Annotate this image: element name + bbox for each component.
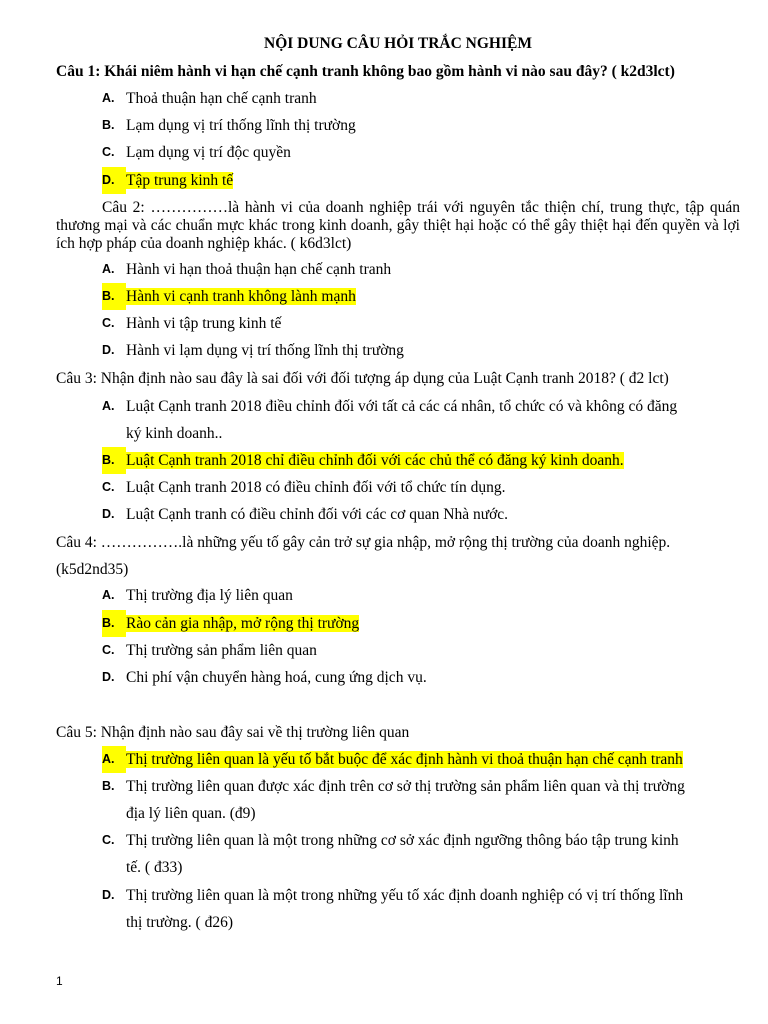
highlighted-answer: Luật Cạnh tranh 2018 chỉ điều chỉnh đối với các chủ thể có đăng ký kinh doanh. <box>126 452 624 469</box>
q3-option-c: C. Luật Cạnh tranh 2018 có điều chỉnh đối với tổ chức tín dụng. <box>102 479 506 496</box>
q4-option-b-answer: B. Rào cản gia nhập, mở rộng thị trường <box>102 610 742 637</box>
q2-option-b-answer: B. Hành vi cạnh tranh không lành mạnh <box>102 283 742 310</box>
q5-option-b: B. Thị trường liên quan được xác định trên cơ sở thị trường sản phẩm liên quan và thị trường địa lý liên quan. (đ9) <box>102 778 685 822</box>
highlighted-answer: Hành vi cạnh tranh không lành mạnh <box>126 288 356 305</box>
q3-option-a: A. Luật Cạnh tranh 2018 điều chỉnh đối với tất cả các cá nhân, tổ chức có và không có đăng ký kinh doanh.. <box>102 398 678 442</box>
q3-option-d: D. Luật Cạnh tranh có điều chỉnh đối với các cơ quan Nhà nước. <box>102 506 509 523</box>
q1-option-c: C. Lạm dụng vị trí độc quyền <box>102 144 291 161</box>
question-4-code: (k5d2nd35) <box>56 561 129 578</box>
question-3: Câu 3: Nhận định nào sau đây là sai đối với đối tượng áp dụng của Luật Cạnh tranh 2018? ( đ2 lct) <box>56 370 669 387</box>
document-title: NỘI DUNG CÂU HỎI TRẮC NGHIỆM <box>264 35 532 52</box>
q2-option-c: C. Hành vi tập trung kinh tế <box>102 315 282 332</box>
q1-option-a: A. Thoả thuận hạn chế cạnh tranh <box>102 90 317 107</box>
q4-option-c: C. Thị trường sản phẩm liên quan <box>102 642 317 659</box>
question-1: Câu 1: Khái niêm hành vi hạn chế cạnh tranh không bao gồm hành vi nào sau đây? ( k2d3lct) <box>56 63 675 80</box>
q1-option-d-answer: D. Tập trung kinh tế <box>102 167 742 194</box>
q3-option-b-answer: B. Luật Cạnh tranh 2018 chỉ điều chỉnh đối với các chủ thể có đăng ký kinh doanh. <box>102 447 742 474</box>
q2-option-d: D. Hành vi lạm dụng vị trí thống lĩnh thị trường <box>102 342 404 359</box>
highlighted-answer: Thị trường liên quan là yếu tố bắt buộc để xác định hành vi thoả thuận hạn chế cạnh tranh <box>126 751 683 768</box>
page-number: 1 <box>56 974 63 988</box>
highlighted-answer: Tập trung kinh tế <box>126 172 234 189</box>
q5-option-d: D. Thị trường liên quan là một trong những yếu tố xác định doanh nghiệp có vị trí thống lĩnh thị trường. ( đ26) <box>102 887 684 931</box>
q4-option-d: D. Chi phí vận chuyển hàng hoá, cung ứng dịch vụ. <box>102 669 427 686</box>
question-4: Câu 4: …………….là những yếu tố gây cản trở sự gia nhập, mở rộng thị trường của doanh nghiệp. <box>56 534 671 551</box>
q5-option-a-answer: A. Thị trường liên quan là yếu tố bắt buộc để xác định hành vi thoả thuận hạn chế cạnh tranh <box>102 746 742 773</box>
highlighted-answer: Rào cản gia nhập, mở rộng thị trường <box>126 615 360 632</box>
q2-option-a: A. Hành vi hạn thoả thuận hạn chế cạnh tranh <box>102 261 392 278</box>
q1-option-b: B. Lạm dụng vị trí thống lĩnh thị trường <box>102 117 356 134</box>
q4-option-a: A. Thị trường địa lý liên quan <box>102 587 293 604</box>
question-5: Câu 5: Nhận định nào sau đây sai về thị trường liên quan <box>56 724 410 741</box>
question-2: Câu 2: ……………là hành vi của doanh nghiệp trái với nguyên tắc thiện chí, trung thực, tập quán thương mại và các chuẩn mực khác trong kinh doanh, gây thiệt hại hoặc có thể gây thiệt hại đến quyền và lợi ích hợp pháp của doanh nghiệp khác. ( k6d3lct) <box>56 199 740 252</box>
q5-option-c: C. Thị trường liên quan là một trong những cơ sở xác định ngưỡng thông báo tập trung kinh tế. ( đ33) <box>102 832 679 876</box>
